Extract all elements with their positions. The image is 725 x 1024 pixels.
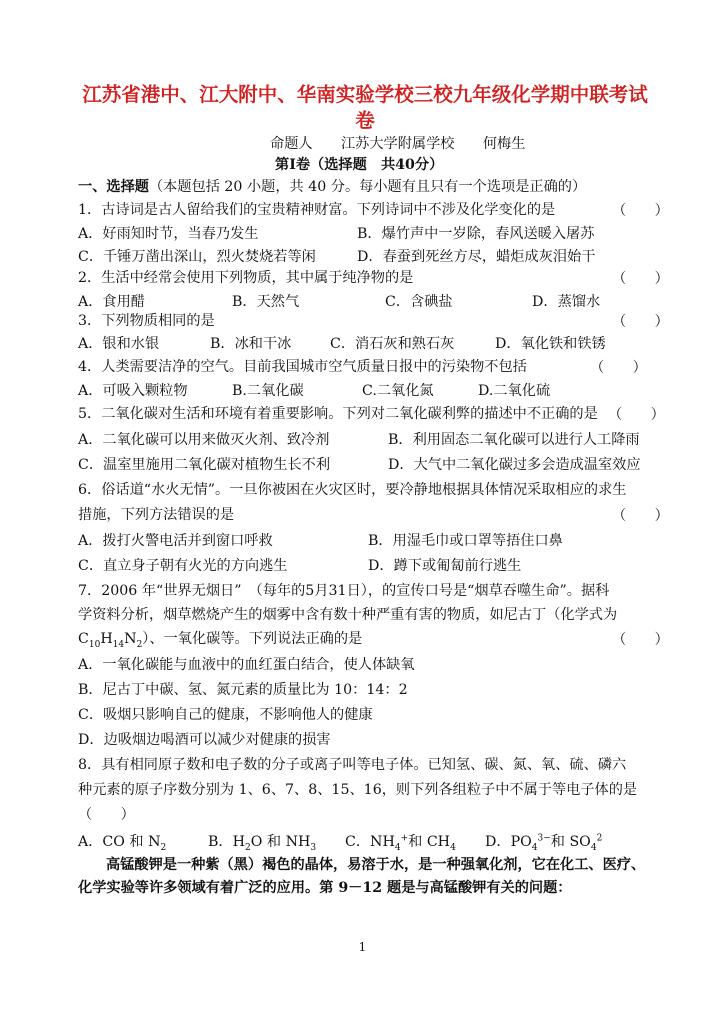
q8-option-c: C．$NH_4^+$和 $CH_4$: [345, 833, 456, 853]
q4-option-b: B.二氧化碳: [232, 383, 304, 399]
q1-option-a: A．好雨知时节，当春乃发生: [78, 226, 259, 242]
q1-option-c: C．千锤万凿出深山，烈火焚烧若等闲: [78, 249, 316, 265]
section-heading: 第Ⅰ卷（选择题 共40分）: [275, 157, 444, 173]
q4-answer-paren: （ ）: [590, 360, 647, 376]
nicotine-formula: $C_{10}H_{14}N_2$: [78, 631, 143, 650]
q3-option-a: A．银和水银: [78, 336, 160, 352]
q1-option-d: D．春蚕到死丝方尽，蜡炬成灰泪始干: [357, 249, 596, 265]
q2-answer-paren: （ ）: [612, 271, 669, 287]
q1-answer-paren: （ ）: [612, 203, 669, 219]
q3-stem: 3．下列物质相同的是: [78, 313, 215, 329]
q8-stem-line1: 8．具有相同原子数和电子数的分子或离子叫等电子体。已知氢、碳、氮、氧、硫、磷六: [78, 757, 627, 773]
q5-option-a: A．二氧化碳可以用来做灭火剂、致冷剂: [78, 432, 330, 448]
q5-option-b: B．利用固态二氧化碳可以进行人工降雨: [388, 432, 640, 448]
potassium-permanganate-intro-line1: 高锰酸钾是一种紫（黑）褐色的晶体，易溶于水，是一种强氧化剂，它在化工、医疗、: [106, 857, 646, 873]
exam-title-line1: 江苏省港中、江大附中、华南实验学校三校九年级化学期中联考试: [82, 83, 648, 106]
q6-option-c: C．直立身子朝有火光的方向逃生: [78, 558, 288, 574]
q2-option-b: B．天然气: [232, 294, 300, 310]
q4-option-a: A．可吸入颗粒物: [78, 383, 188, 399]
q7-stem-line1: 7．2006 年“世界无烟日” （每年的5月31日），的宣传口号是“烟草吞噬生命”。据科: [78, 583, 610, 599]
instructions-label: 一、选择题: [78, 179, 149, 195]
q8-option-a: A．CO 和 $N_2$: [78, 834, 167, 853]
q8-option-b: B．$H_2O$ 和 $NH_3$: [208, 834, 317, 853]
q6-stem-line2: 措施，下列方法错误的是: [78, 507, 235, 523]
q7-stem-line2: 学资料分析，烟草燃烧产生的烟雾中含有数十种严重有害的物质，如尼古丁（化学式为: [78, 607, 618, 623]
q7-option-c: C．吸烟只影响自己的健康，不影响他人的健康: [78, 707, 373, 723]
q5-stem: 5．二氧化碳对生活和环境有着重要影响。下列对二氧化碳利弊的描述中不正确的是: [78, 406, 598, 422]
q5-answer-paren: （ ）: [608, 407, 665, 423]
q7-option-d: D．边吸烟边喝酒可以减少对健康的损害: [78, 732, 331, 748]
q8-answer-paren: （ ）: [78, 807, 135, 823]
q1-stem: 1．古诗词是古人留给我们的宝贵精神财富。下列诗词中不涉及化学变化的是: [78, 202, 556, 218]
q6-option-b: B．用湿毛巾或口罩等捂住口鼻: [368, 533, 563, 549]
q4-option-d: D.二氧化硫: [478, 383, 551, 399]
q2-option-d: D．蒸馏水: [532, 294, 601, 310]
q7-option-b: B．尼古丁中碳、氢、氮元素的质量比为 10：14：2: [78, 682, 408, 698]
potassium-permanganate-intro-line2: 化学实验等许多领域有着广泛的应用。第 9－12 题是与高锰酸钾有关的问题：: [78, 880, 572, 896]
q3-option-c: C．消石灰和熟石灰: [330, 336, 455, 352]
instructions: [78, 177, 586, 197]
q7-stem-line3: $C_{10}H_{14}N_2$）、一氧化碳等。下列说法正确的是: [78, 631, 363, 650]
q7-option-a: A．一氧化碳能与血液中的血红蛋白结合，使人体缺氧: [78, 657, 415, 673]
q6-stem-line1: 6．俗话道“水火无情”。一旦你被困在火灾区时，要冷静地根据具体情况采取相应的求生: [78, 482, 627, 498]
q8-stem-line2: 种元素的原子序数分别为 1、6、7、8、15、16，则下列各组粒子中不属于等电子体的是: [78, 782, 638, 798]
author-line: 命题人 江苏大学附属学校 何梅生: [270, 136, 526, 152]
q2-option-c: C．含碘盐: [385, 294, 453, 310]
q4-stem: 4．人类需要洁净的空气。目前我国城市空气质量日报中的污染物不包括: [78, 359, 527, 375]
q2-option-a: A．食用醋: [78, 294, 145, 310]
q1-option-b: B．爆竹声中一岁除，春风送暖入屠苏: [357, 226, 595, 242]
q4-option-c: C.二氧化氮: [362, 383, 434, 399]
q5-option-c: C．温室里施用二氧化碳对植物生长不利: [78, 457, 331, 473]
q3-answer-paren: （ ）: [612, 314, 669, 330]
q6-option-d: D．蹲下或匍匐前行逃生: [368, 558, 522, 574]
q6-option-a: A．拨打火警电活并到窗口呼救: [78, 533, 273, 549]
q3-option-d: D．氧化铁和铁锈: [495, 336, 606, 352]
q3-option-b: B．冰和干冰: [210, 336, 292, 352]
q2-stem: 2．生活中经常会使用下列物质，其中属于纯净物的是: [78, 270, 414, 286]
instructions-text: （本题包括 20 小题，共 40 分。每小题有且只有一个选项是正确的）: [148, 179, 587, 195]
q8-option-d: D．$PO_4^{3-}$和 $SO_4^2$: [485, 833, 603, 853]
q5-option-d: D．大气中二氧化碳过多会造成温室效应: [388, 457, 641, 473]
exam-title-line2: 卷: [355, 109, 375, 132]
q7-answer-paren: （ ）: [612, 632, 669, 648]
page-number: 1: [358, 940, 367, 954]
q6-answer-paren: （ ）: [612, 508, 669, 524]
